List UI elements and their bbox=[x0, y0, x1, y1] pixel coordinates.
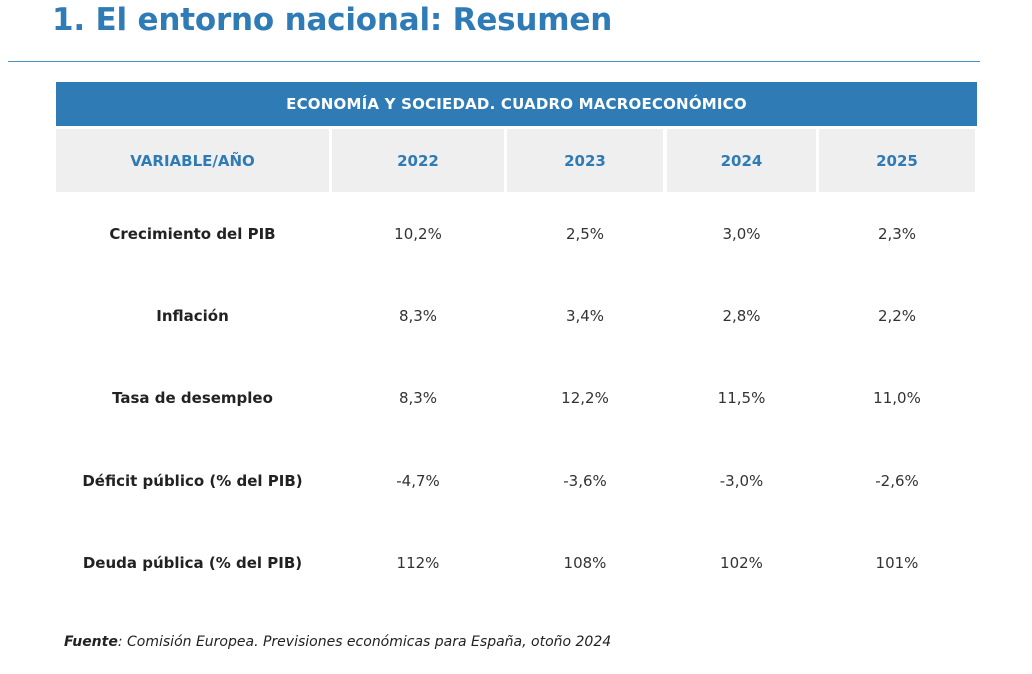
table-cell: 112% bbox=[396, 554, 440, 572]
table-row bbox=[56, 461, 977, 501]
page-title: 1. El entorno nacional: Resumen bbox=[52, 2, 613, 38]
table-row bbox=[56, 214, 977, 254]
table-cell: 11,0% bbox=[873, 389, 921, 407]
table-cell: -2,6% bbox=[875, 472, 919, 490]
table-cell: 2,5% bbox=[565, 225, 605, 243]
table-row bbox=[56, 378, 977, 418]
table-caption: ECONOMÍA Y SOCIEDAD. CUADRO MACROECONÓMICO bbox=[56, 82, 977, 126]
table-cell: 108% bbox=[563, 554, 607, 572]
table-cell: 12,2% bbox=[561, 389, 609, 407]
table-cell: -4,7% bbox=[396, 472, 440, 490]
table-cell: 102% bbox=[720, 554, 763, 572]
title-divider bbox=[8, 61, 980, 62]
table-cell: 2,2% bbox=[877, 307, 917, 325]
source-text: : Comisión Europea. Previsiones económicas para España, otoño 2024 bbox=[117, 634, 612, 650]
table-cell: 11,5% bbox=[717, 389, 766, 407]
table-cell: -3,0% bbox=[719, 472, 764, 490]
table-row bbox=[56, 296, 977, 336]
header-cell-2022: 2022 bbox=[332, 129, 504, 192]
header-cell-variable: VARIABLE/AÑO bbox=[56, 129, 329, 192]
table-cell: 2,3% bbox=[877, 225, 917, 243]
header-cell-2025: 2025 bbox=[819, 129, 975, 192]
source-note bbox=[64, 634, 611, 650]
table-cell: 3,0% bbox=[722, 225, 761, 243]
row-label: Inflación bbox=[156, 307, 229, 325]
row-label: Tasa de desempleo bbox=[112, 389, 273, 407]
table-cell: -3,6% bbox=[563, 472, 607, 490]
row-label: Crecimiento del PIB bbox=[109, 225, 276, 243]
row-label: Deuda pública (% del PIB) bbox=[82, 554, 303, 572]
table-cell: 2,8% bbox=[722, 307, 761, 325]
table-cell: 3,4% bbox=[565, 307, 605, 325]
table-cell: 101% bbox=[875, 554, 919, 572]
table-row bbox=[56, 543, 977, 583]
source-label: Fuente bbox=[64, 634, 118, 650]
header-cell-2023: 2023 bbox=[507, 129, 663, 192]
header-cell-2024: 2024 bbox=[667, 129, 816, 192]
table-header-row bbox=[56, 129, 977, 192]
table-cell: 8,3% bbox=[398, 389, 438, 407]
table-cell: 10,2% bbox=[394, 225, 442, 243]
table-cell: 8,3% bbox=[398, 307, 438, 325]
row-label: Déficit público (% del PIB) bbox=[82, 472, 303, 490]
